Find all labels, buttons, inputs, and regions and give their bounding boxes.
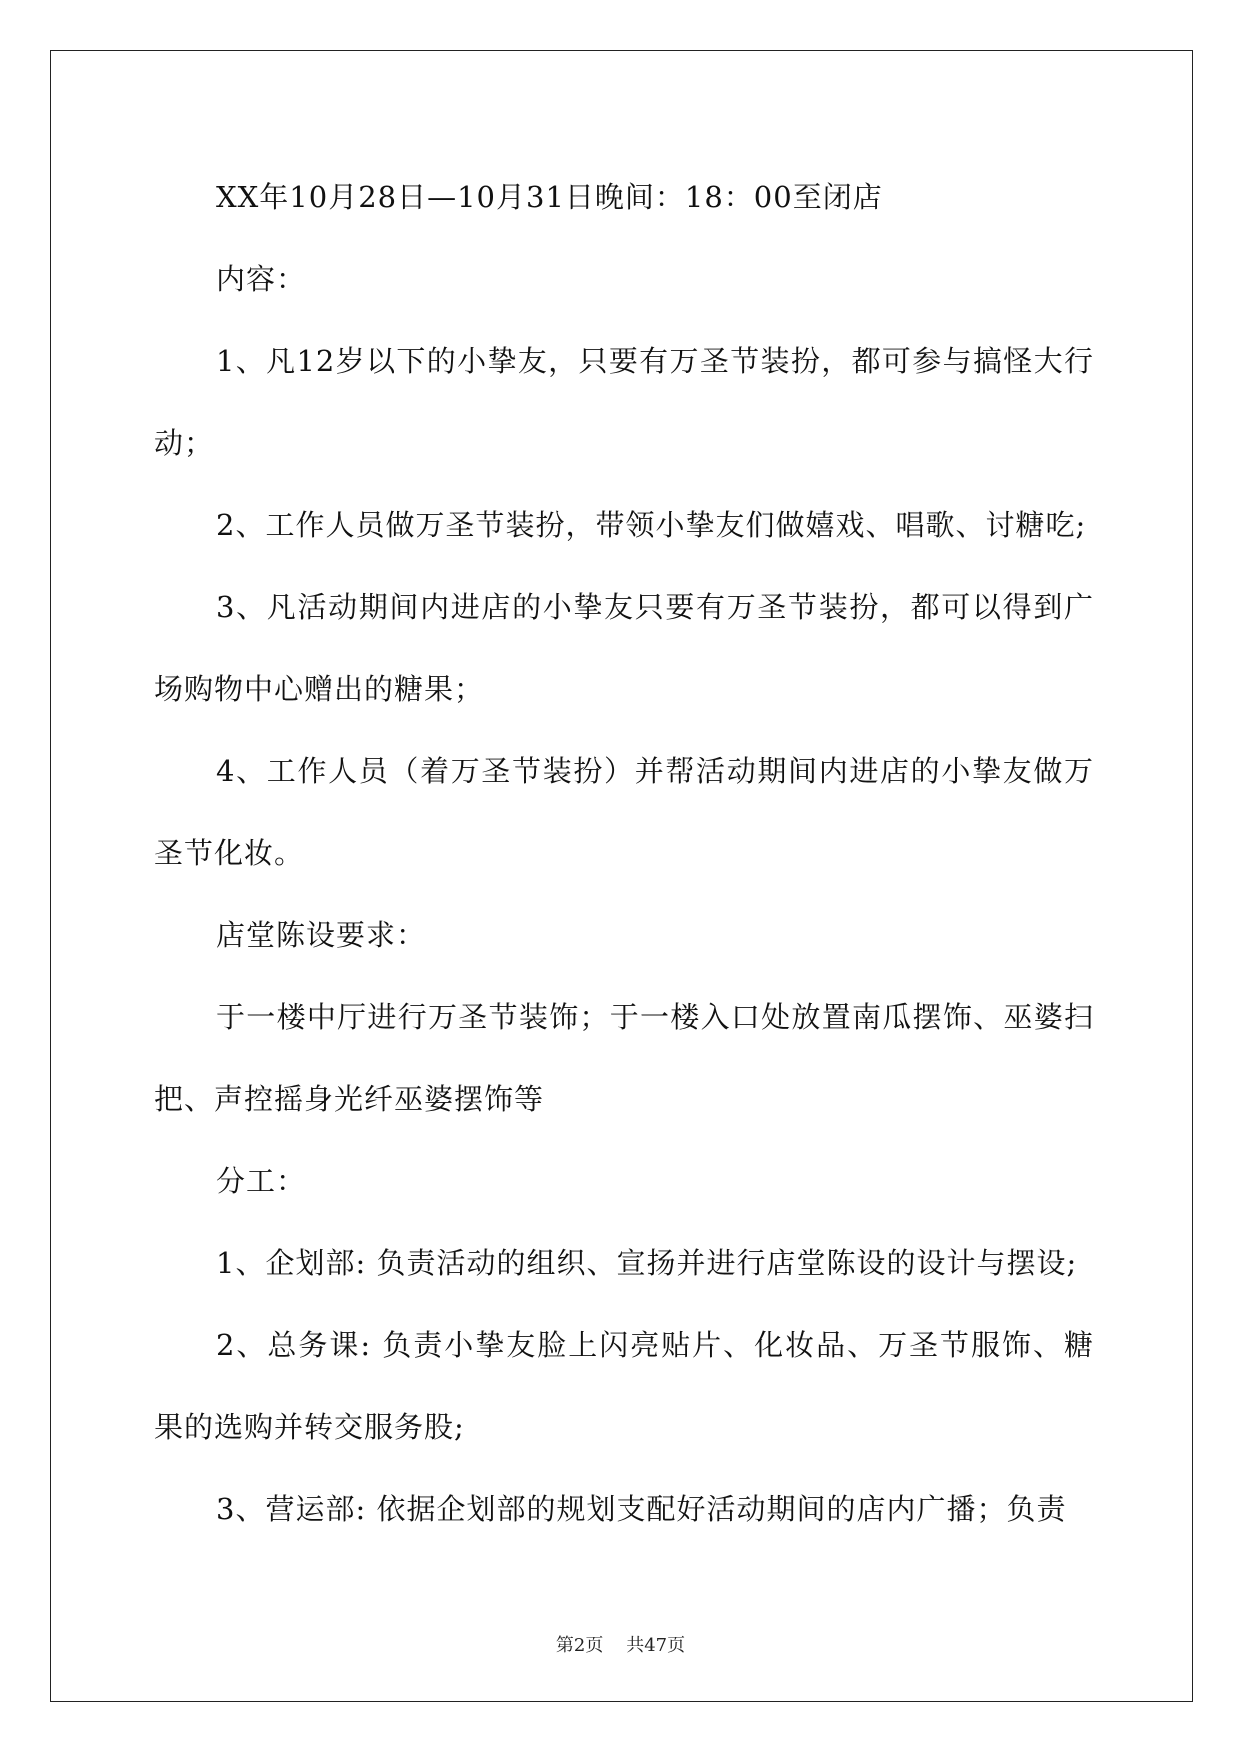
paragraph-display-detail: 于一楼中厅进行万圣节装饰；于一楼入口处放置南瓜摆饰、巫婆扫把、声控摇身光纤巫婆摆饰等 [154, 1000, 1094, 1116]
paragraph-display-heading: 店堂陈设要求： [216, 918, 427, 952]
paragraph-item-4: 4、工作人员（着万圣节装扮）并帮活动期间内进店的小挚友做万圣节化妆。 [154, 754, 1094, 870]
paragraph-item-3: 3、凡活动期间内进店的小挚友只要有万圣节装扮，都可以得到广场购物中心赠出的糖果； [154, 590, 1094, 706]
paragraph-division-heading: 分工： [216, 1164, 307, 1198]
paragraph-division-1: 1、企划部: 负责活动的组织、宣扬并进行店堂陈设的设计与摆设; [216, 1246, 1078, 1280]
paragraph-division-3: 3、营运部: 依据企划部的规划支配好活动期间的店内广播；负责 [216, 1492, 1067, 1526]
page-footer [0, 1631, 1241, 1657]
paragraph-content-heading: 内容： [216, 262, 307, 296]
page-number: 第2页 [555, 1635, 604, 1656]
document-body [154, 156, 1094, 1550]
paragraph-item-1: 1、凡12岁以下的小挚友，只要有万圣节装扮，都可参与搞怪大行动； [154, 344, 1094, 460]
paragraph-date-time: XX年10月28日—10月31日晚间：18：00至闭店 [216, 180, 883, 214]
page-total: 共47页 [626, 1635, 686, 1656]
paragraph-division-2: 2、总务课: 负责小挚友脸上闪亮贴片、化妆品、万圣节服饰、糖果的选购并转交服务股; [154, 1328, 1094, 1444]
paragraph-item-2: 2、工作人员做万圣节装扮，带领小挚友们做嬉戏、唱歌、讨糖吃; [216, 508, 1087, 542]
